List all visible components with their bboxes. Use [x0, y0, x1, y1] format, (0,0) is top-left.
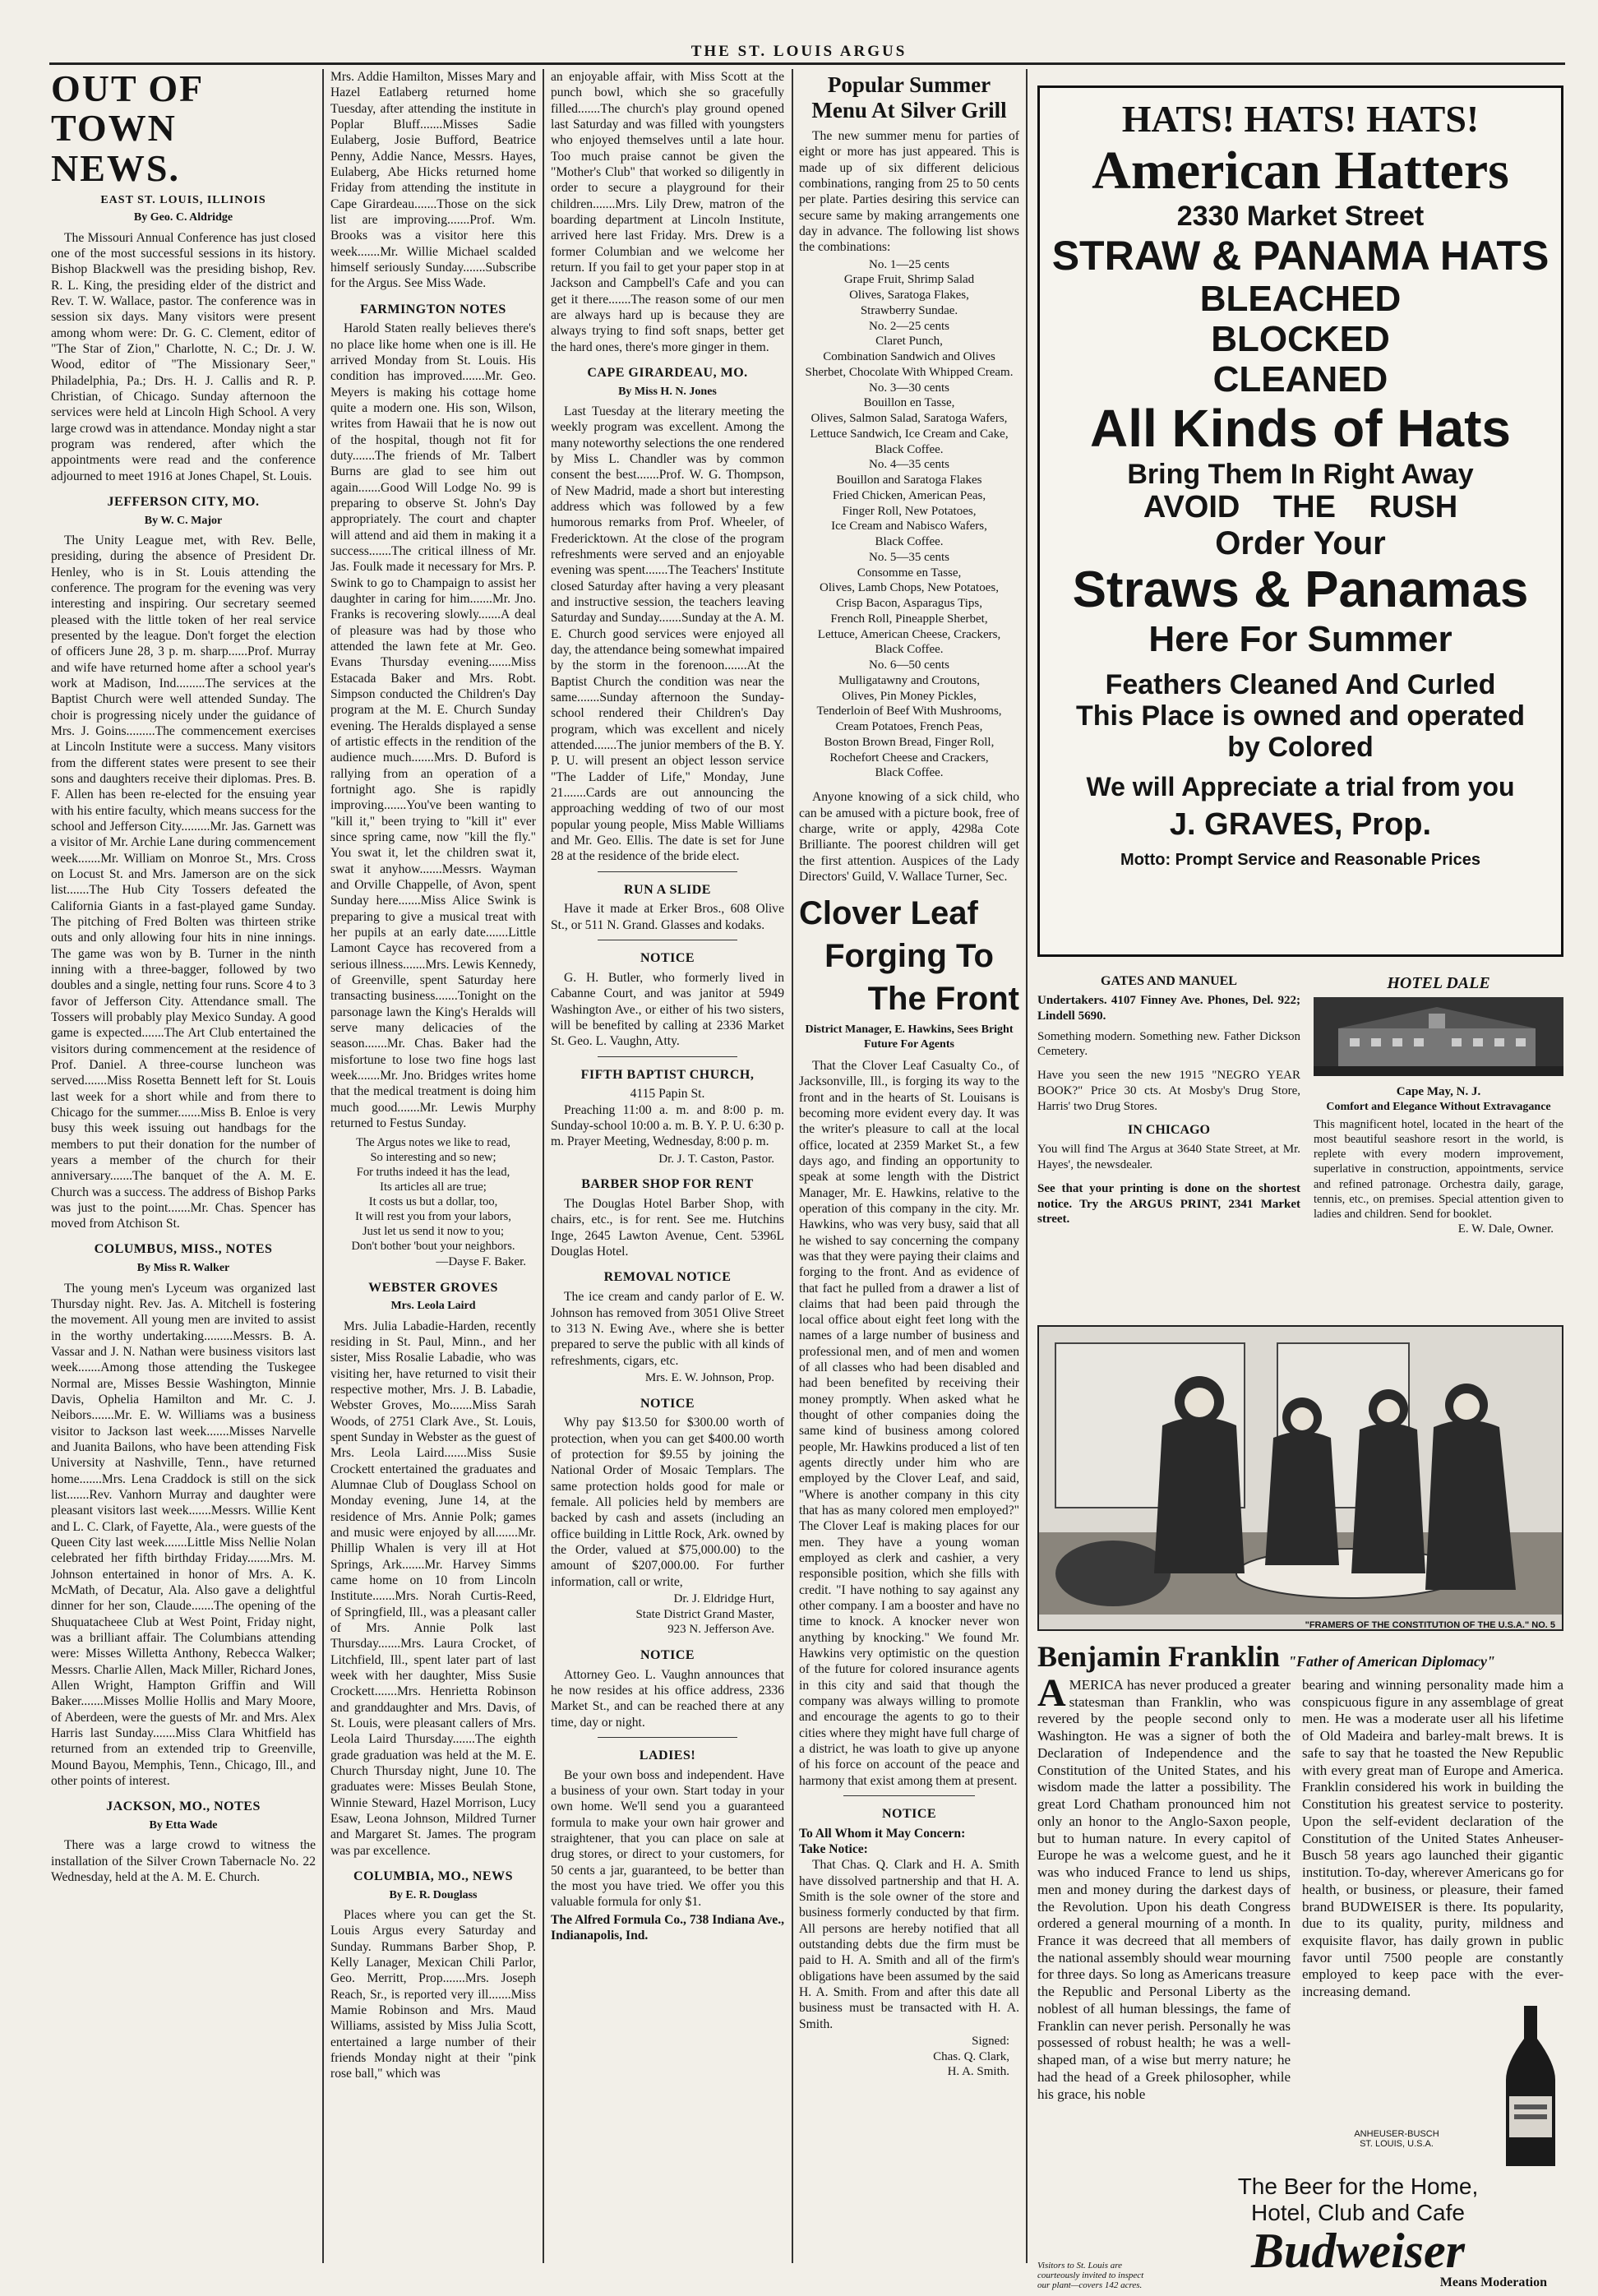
gates-manuel-text: Undertakers. 4107 Finney Ave. Phones, Del. 922; Lindell 5690. [1037, 994, 1300, 1023]
chicago-text: You will find The Argus at 3640 State Street, at Mr. Hayes', the newsdealer. [1037, 1143, 1300, 1171]
poem-line: The Argus notes we like to read, [356, 1136, 510, 1150]
menu-line: No. 4—35 cents [869, 458, 949, 472]
removal-notice-heading: REMOVAL NOTICE [603, 1270, 732, 1285]
menu-line: Black Coffee. [875, 535, 944, 549]
webster-groves-text: Mrs. Julia Labadie-Harden, recently residing in St. Paul, Minn., and her sister, Miss Rosalie Labadie, who was visiting her, have returned to visit their respective mother, Mrs. J. B. Labadie, Webster Groves, Mo.......Miss Sarah Woods, of 2751 Clark Ave., St. Louis, spent Sunday in Webster as the guest of Mrs. Leola Laird.......Miss Susie Crockett entertained the graduates and Alumnae Club of Douglass School on Monday evening, June 14, at the residence of Mrs. Annie Polk; games and music were enjoyed by all.......Mr. Phillip Whalen is very ill at Hot Springs, Ark.......Mr. Harvey Simms came home on 10 from Lincoln Institute.......Mrs. Norah Curtis-Reed, of Springfield, Ill., was a pleasant caller of Mrs. Annie Polk last Thursday.......Mrs. Laura Crocket, of Litchfield, Ill., spent later part of last week with her daughter, Miss Susie Crockett.......Mrs. Henrietta Robinson and granddaughter and Mrs. Davis, of St. Louis, were pleasant callers of Mrs. Leola Laird Thursday.......The eighth grade graduation was held at the M. E. Church Thursday night, June 10. The graduates were: Misses Beulah Stone, Winnie Steward, Hazel Morrison, Lucy Esaw, Leona Johnson, Mildred Turner and Margaret St. James. The program was par excellence. [330, 1319, 536, 1858]
menu-line: Consomme en Tasse, [857, 566, 962, 580]
ladies-text: Be your own boss and independent. Have a business of your own. Start today in your own home. We'll send you a guaranteed formula to make your own hair grower and straightener, that you can place on sale at drug stores, or direct to your customers, for 50 cents a jar, guaranteed, to be better than the most you have tried. We offer you this valuable formula for only $1. [551, 1767, 784, 1910]
hotel-location: Cape May, N. J. [1396, 1084, 1481, 1098]
silver-grill-text: The new summer menu for parties of eight or more has just appeared. This is made up of six different delicious combinations, ranging from 25 to 50 cents per plate. Parties desiring this service can secure same by making arrangements one day in advance. The following list shows the combinations: [799, 129, 1019, 255]
menu-line: Black Coffee. [875, 766, 944, 780]
visitors-text: Visitors to St. Louis are courteously invited to inspect our plant—covers 142 acres. [1037, 2260, 1144, 2290]
franklin-text: bearing and winning personality made him a conspicuous figure in any assemblage of great men. He was a moderate user all his lifetime of Old Madeira and barley-malt brews. It is safe to say that he toasted the New Republic with every great man of Europe and America. Franklin considered his work in building the Constitution his greatest service to posterity. Upon the self-evident declaration of the Constitution of the United States Anheuser-Busch 58 years ago launched their gigantic institution. To-day, wherever Americans go for health, or business, or pleasure, their famed brand BUDWEISER is there. Its popularity, due to its quality, purity, mildness and exquisite flavor, has daily grown in public favor until 7500 people are constantly employed to keep pace with the ever-increasing demand. [1302, 1677, 1563, 2000]
notice-take: Take Notice: [799, 1842, 868, 1857]
column-rule [322, 69, 324, 2263]
menu-line: No. 2—25 cents [869, 319, 949, 333]
hotel-tagline: Comfort and Elegance Without Extravagance [1326, 1100, 1551, 1113]
notice-text: G. H. Butler, who formerly lived in Cabanne Court, and was janitor at 5949 Washington Ave., or either of his two sisters, will be benefited by calling at 2336 Market St. Geo. L. Vaughn, Atty. [551, 970, 784, 1049]
menu-line: French Roll, Pineapple Sherbet, [830, 612, 988, 626]
ad-line: J. GRAVES, Prop. [1169, 807, 1432, 843]
hotel-illustration [1314, 997, 1563, 1076]
silver-grill-heading: Popular Summer Menu At Silver Grill [811, 72, 1007, 123]
notice-heading: NOTICE [881, 1807, 937, 1821]
gates-manuel-heading: GATES AND MANUEL [1101, 974, 1237, 988]
poem-line: Its articles all are true; [380, 1180, 487, 1194]
hotel-owner: E. W. Dale, Owner. [1457, 1222, 1554, 1236]
year-book-text: Have you seen the new 1915 "NEGRO YEAR BOOK?" Price 30 cts. At Mosby's Drug Store, Harris' two Drug Stores. [1037, 1069, 1300, 1113]
removal-signature: Mrs. E. W. Johnson, Prop. [644, 1370, 774, 1384]
framers-illustration [1039, 1327, 1562, 1615]
menu-line: Black Coffee. [875, 643, 944, 657]
menu-line: Crisp Bacon, Asparagus Tips, [836, 597, 982, 611]
column-rule [1026, 69, 1028, 2263]
column-3 [551, 69, 784, 2264]
ad-line: All Kinds of Hats [1089, 399, 1512, 459]
menu-line: Boston Brown Bread, Finger Roll, [824, 735, 995, 749]
menu-line: No. 1—25 cents [869, 257, 949, 271]
clover-leaf-heading-3: The Front [867, 981, 1019, 1018]
notice-text: Why pay $13.50 for $300.00 worth of protection, when you can get $400.00 worth of protection for $9.55 by joining the National Order of Mosaic Templars. The same protection holds good for male or female. All policies held by members are backed by cash and assets (including an office building in Little Rock, Ark. owned by the Order, valued at $75,000.00) to the amount of $207,000.00. For further information, call or write, [551, 1416, 784, 1589]
notice-text: Attorney Geo. L. Vaughn announces that he now resides at his office address, 2336 Market St., and can be reached there at any time, day or night. [551, 1667, 784, 1730]
notice-signature: State District Grand Master, [635, 1607, 774, 1621]
menu-line: Olives, Saratoga Flakes, [849, 289, 969, 303]
menu-line: Olives, Pin Money Pickles, [842, 689, 977, 703]
notice-addressee: To All Whom it May Concern: [799, 1826, 966, 1841]
clover-leaf-deck: District Manager, E. Hawkins, Sees Bright Future For Agents [805, 1023, 1014, 1051]
notice-signed: Signed: [972, 2035, 1009, 2049]
slide-text: Have it made at Erker Bros., 608 Olive St., or 511 N. Grand. Glasses and kodaks. [551, 902, 784, 932]
separator [843, 1795, 976, 1796]
franklin-body [1037, 1671, 1563, 2170]
notice-signature: 923 N. Jefferson Ave. [667, 1623, 774, 1637]
franklin-text-left [1037, 1671, 1291, 2170]
hotel-dale-heading: HOTEL DALE [1387, 974, 1490, 992]
menu-line: Olives, Salmon Salad, Saratoga Wafers, Lettuce Sandwich, Ice Cream and Cake, Black Coffee. [810, 412, 1009, 456]
menu-line: Fried Chicken, American Peas, [832, 488, 986, 502]
farmington-heading: FARMINGTON NOTES [360, 302, 506, 316]
beer-tagline: The Beer for the Home, [1237, 2173, 1479, 2199]
argus-print-text: See that your printing is done on the shortest notice. Try the ARGUS PRINT, 2341 Market street. [1037, 1181, 1300, 1227]
menu-line: Cream Potatoes, French Peas, [835, 720, 983, 734]
menu-list [799, 257, 1019, 782]
notice-heading: NOTICE [640, 1396, 695, 1411]
beer-tagline: Hotel, Club and Cafe [1251, 2199, 1465, 2225]
hotel-text: This magnificent hotel, located in the heart of the most beautiful seashore resort in the world, is replete with every modern improvement, superlative in construction, appointments, service and refined patronage. Orchestra daily, garage, tennis, etc., on premises. Special attention given to ladies and children. Send for booklet. [1314, 1118, 1563, 1221]
poem-line: For truths indeed it has the lead, [356, 1166, 510, 1180]
ad-line: HATS! HATS! HATS! [1121, 98, 1480, 140]
barber-shop-heading: BARBER SHOP FOR RENT [581, 1177, 754, 1192]
east-st-louis-heading: EAST ST. LOUIS, ILLINOIS [100, 193, 266, 206]
menu-line: Sherbet, Chocolate With Whipped Cream. [805, 365, 1014, 379]
menu-line: Bouillon en Tasse, [863, 396, 955, 410]
menu-line: No. 5—35 cents [869, 550, 949, 564]
column-2 [330, 69, 536, 2264]
column-rule [543, 69, 544, 2263]
maker-block [1302, 2006, 1491, 2170]
byline: By Etta Wade [149, 1819, 218, 1832]
top-rule [49, 62, 1565, 65]
slide-heading: RUN A SLIDE [624, 882, 711, 897]
american-hatters-ad [1037, 85, 1563, 957]
bottle-block [1302, 2006, 1563, 2170]
menu-line: Strawberry Sundae. [860, 303, 958, 317]
gates-manuel-column [1037, 968, 1300, 1314]
maker-city: ST. LOUIS, U.S.A. [1360, 2138, 1434, 2149]
ad-line: This Place is owned and operated [1075, 700, 1526, 732]
webster-groves-heading: WEBSTER GROVES [368, 1280, 498, 1295]
hotel-dale-ad [1314, 968, 1563, 1314]
ladies-heading: LADIES! [639, 1748, 696, 1762]
cape-girardeau-text: Last Tuesday at the literary meeting the weekly program was excellent. Among the many noteworthy selections the one rendered by Miss L. Chandler was by common consent the best.......Prof. W. G. Thompson, of New Madrid, made a short but interesting address which was followed by a few humorous remarks from Prof. Wheeler, of Fredericktown. At the close of the program refreshments were served and an enjoyable evening was spent.......The Teachers' Institute closed Saturday after having a very pleasant and instructive session, the teachers leaving Saturday and Sunday.......Sunday at the A. M. E. Church good services were enjoyed all day, the attendance being somewhat impaired by the storm in the forenoon.......At the Baptist Church the condition was near the same.......Sunday afternoon the Sunday-school rendered their Children's Day program, which was excellent and nicely attended.......The junior members of the B. Y. P. U. will present an object lesson service "The Ladder of Life," Monday, June 21.......Cards are out announcing the approaching wedding of two of our most popular young people, Miss Mable Williams and Mr. Geo. Ellis. The date is set for June 28 at the residence of the bride elect. [551, 404, 784, 864]
illustration-caption: "FRAMERS OF THE CONSTITUTION OF THE U.S.A." NO. 5 [1305, 1620, 1555, 1630]
masthead: OUT OF TOWN NEWS. [51, 67, 203, 189]
ad-line: BLEACHED [1199, 278, 1402, 319]
notice-text: That Chas. Q. Clark and H. A. Smith have dissolved partnership and that H. A. Smith is the sole owner of the store and business formerly conducted by that firm. All persons are hereby notified that all outstanding debts due the firm must be paid to H. A. Smith and all of the firm's obligations have been assumed by the said H. A. Smith. From and after this date all business must be transacted with H. A. Smith. [799, 1858, 1019, 2031]
gates-manuel-text: Something modern. Something new. Father Dickson Cemetery. [1037, 1029, 1300, 1059]
ad-line: American Hatters [1092, 140, 1509, 201]
notice-heading: NOTICE [640, 951, 695, 966]
notice-signature: Dr. J. Eldridge Hurt, [673, 1591, 774, 1605]
jefferson-city-heading: JEFFERSON CITY, MO. [107, 494, 260, 509]
brand-motto: Means Moderation [1439, 2275, 1547, 2289]
jackson-text: There was a large crowd to witness the installation of the Silver Crown Tabernacle No. 22 Wednesday, held at the A. M. E. Church. [51, 1838, 316, 1885]
menu-line: No. 6—50 cents [869, 658, 949, 672]
baptist-church-heading: FIFTH BAPTIST CHURCH, [580, 1067, 755, 1082]
menu-line: Grape Fruit, Shrimp Salad [843, 273, 975, 287]
byline: By W. C. Major [144, 514, 223, 527]
budweiser-footer [1037, 2174, 1563, 2290]
beer-bottle-icon [1498, 2006, 1563, 2170]
byline: By Geo. C. Aldridge [133, 211, 233, 224]
franklin-text-right [1302, 1677, 1563, 2170]
budweiser-logo: Budweiser [1250, 2223, 1466, 2278]
church-text: Preaching 11:00 a. m. and 8:00 p. m. Sunday-school 10:00 a. m. B. Y. P. U. 6:30 p. m. Prayer Meeting, Wednesday, 8:00 p. m. [551, 1102, 784, 1149]
ad-line: Feathers Cleaned And Curled [1105, 669, 1496, 701]
ad-line: Bring Them In Right Away [1127, 458, 1474, 490]
ad-line: Here For Summer [1148, 618, 1453, 659]
menu-line: Combination Sandwich and Olives [823, 350, 995, 364]
franklin-subtitle: "Father of American Diplomacy" [1288, 1653, 1495, 1670]
menu-line: Ice Cream and Nabisco Wafers, [831, 520, 987, 534]
menu-line: Olives, Lamb Chops, New Potatoes, [820, 581, 999, 595]
poem-line: Don't bother 'bout your neighbors. [351, 1239, 515, 1253]
clover-leaf-heading-2: Forging To [824, 938, 994, 975]
removal-notice-text: The ice cream and candy parlor of E. W. Johnson has removed from 3051 Olive Street to 313 N. Ewing Ave., where she is better prepared to serve the public with all kinds of refreshments, cigars, etc. [551, 1290, 784, 1368]
barber-shop-text: The Douglas Hotel Barber Shop, with chairs, etc., is for rent. See me. Hutchins Inge, 2645 Lawton Avenue, Cent. 5396L Douglas Hotel. [551, 1197, 784, 1259]
column-1 [51, 69, 316, 2264]
poem-signature: —Dayse F. Baker. [436, 1254, 526, 1268]
ad-line: BLOCKED [1211, 318, 1390, 359]
columbia-continued: an enjoyable affair, with Miss Scott at the punch bowl, which she so gracefully filled.......The church's play ground opened last Saturday and was filled with youngsters who enjoyed themselves until a late hour. Too much praise cannot be given the "Mother's Club" that worked so diligently in order to secure a playground for their children.......Mrs. Lily Drew, matron of the boarding department at Lincoln Institute, arrived here last Friday. Mrs. Drew is a former Columbian and we welcome her return. If you fail to get your paper stop in at Jackson and Campbell's Cafe and you can get it there.......The reason some of our men are always hard up is because they are always trying to find soft snaps, better get the hard ones, there's more ginger in them. [551, 70, 784, 354]
separator [598, 1737, 737, 1738]
clover-leaf-text: That the Clover Leaf Casualty Co., of Jacksonville, Ill., is forging its way to the front and in the hearts of St. Louisans is becoming more evident every day. It was the writer's pleasure to call at the local office, located at 2359 Market St., a few days ago, and finding an opportunity to speak at some length with the District Manager, Mr. E. Hawkins, relative to the operation of this company in the city. Mr. Hawkins, who was very busy, said that all he wished to say concerning the company was that they were paying their claims and forging to the front. And as evidence of that fact he pulled from a drawer a list of claims that had been paid through the local office about eight feet long with the names of a large number of business and professional men, and of men and women of all classes who had been disabled and had been benefited by receiving their money promptly. When asked what he thought of other companies doing the same kind of business among colored people, Mr. Hawkins produced a list of ten agents directly under him who are employed by the Clover Leaf, and said, "Where is another company in this city that has as many colored men employed?" The Clover Leaf is making places for our men. They have a young woman employed as clerk and cashier, a very responsible position, which she fills with credit. "I have nothing to say against any other company. I am a booster and have no time to knock. A knocker never won anything by knocking." We found Mr. Hawkins very optimistic on the question of the future for colored insurance agents in this city and said that though the company was always willing to promote and encourage the agents to go to their cities where they might have full charge of a district, he was loath to give up anyone of his force on account of the peace and harmony that exist among them at present. [799, 1058, 1019, 1788]
ladies-signature: The Alfred Formula Co., 738 Indiana Ave., Indianapolis, Ind. [551, 1912, 784, 1943]
brand-block [1152, 2174, 1563, 2290]
farmington-text: Harold Staten really believes there's no place like home when one is ill. He arrived Monday from St. Louis. His condition has improved.......Mr. Geo. Meyers is making his cottage home quite a modern one. His son, Wilson, writes from Hawaii that he is now out of the hospital, though not fit for duty.......The friends of Mr. Talbert Burns are glad to see him out again.......Good Will Lodge No. 99 is preparing to observe St. John's Day appropriately. The court and chapter will attend and aid them in making it a success.......The critical illness of Mr. Jas. Foulk made it necessary for Mrs. P. Swink to go to Champaign to assist her daughter in caring for him.......Mr. Jno. Franks is recovering slowly.......A deal of pleasure was had by those who attended the lawn fete at Mr. Geo. Evans Thursday evening.......Miss Estacada Baker and Mrs. Robt. Simpson conducted the Children's Day program at the M. E. Church Sunday evening. The Heralds displayed a sense of artistic effects in the rendition of the audience much.......Mrs. D. Buford is rallying from an operation of a fortnight ago. She is rapidly improving.......You've been wanting to "kill it," been trying to "kill it" ever since spring came, now "kill the fly." You swat it, let the children swat it, swat it anyhow.......Messrs. Wayman and Orville Chappelle, of Avon, spent Sunday here.......Miss Alice Swink is preparing to give a musical treat with her pupils at an early date.......Little Lamont Cayce has recovered from a serious illness.......Mrs. Lewis Kennedy, of Greenville, spent Saturday here transacting business.......Tonight on the parsonage lawn the King's Heralds will serve many delicacies of the season.......Mr. Chas. Baker had the misfortune to lose two fine hogs last week.......Mr. Jno. Bridges writes home that the medical treatment is doing him much good.......Mr. Lewis Murphy returned to Festus Sunday. [330, 321, 536, 1130]
ad-line: We will Appreciate a trial from you [1086, 772, 1515, 802]
menu-line: Finger Roll, New Potatoes, [842, 504, 977, 518]
budweiser-ad [1037, 1639, 1563, 2290]
cape-girardeau-heading: CAPE GIRARDEAU, MO. [587, 365, 748, 380]
notice-heading: NOTICE [640, 1647, 695, 1662]
ad-line: Motto: Prompt Service and Reasonable Prices [1120, 850, 1480, 869]
column-4 [799, 69, 1019, 2264]
maker-name: ANHEUSER-BUSCH [1354, 2128, 1439, 2139]
franklin-illustration [1037, 1325, 1563, 1631]
menu-line: Rochefort Cheese and Crackers, [829, 751, 989, 765]
ad-line: by Colored [1227, 732, 1374, 764]
ad-line: CLEANED [1212, 359, 1388, 400]
notice-signature: H. A. Smith. [947, 2065, 1009, 2079]
franklin-header [1037, 1639, 1563, 1674]
columbus-heading: COLUMBUS, MISS., NOTES [94, 1242, 273, 1257]
ad-line: Order Your [1215, 524, 1386, 561]
menu-line: Mulligatawny and Croutons, [838, 673, 981, 687]
franklin-title: Benjamin Franklin [1037, 1640, 1281, 1673]
menu-line: Lettuce, American Cheese, Crackers, [817, 627, 1001, 641]
separator [598, 1056, 737, 1057]
columbia-text: Places where you can get the St. Louis Argus every Saturday and Sunday. Rummans Barber Shop, P. Kelly Lanager, Mexican Chili Parlor, Geo. Merritt, Prop.......Mrs. Joseph Reach, Sr., is reported very ill.......Miss Mamie Robinson and Mrs. Maud Williams, assisted by Miss Julia Scott, entertained a large number of their friends Monday night at their "pink rose ball," which was [330, 1908, 536, 2081]
byline: By Miss R. Walker [136, 1262, 230, 1275]
sick-child-text: Anyone knowing of a sick child, who can be amused with a picture book, free of charge, write or apply, 4298a Cote Brilliante. The poorest children will get the first attention. Auspices of the Lady Directors' Guild, V. Wallace Turner, Sec. [799, 790, 1019, 884]
poem [330, 1136, 536, 1269]
byline: Mrs. Leola Laird [390, 1300, 476, 1313]
clover-leaf-heading-1: Clover Leaf [799, 895, 978, 932]
poem-line: Just let us send it now to you; [363, 1224, 504, 1238]
poem-line: It will rest you from your labors, [355, 1210, 511, 1223]
east-st-louis-text: The Missouri Annual Conference has just closed one of the most successful sessions in its history. Bishop Blackwell was the presiding bishop, Rev. R. L. King, the presiding elder of the district and Rev. T. W. Wallace, pastor. The conference was in session six days. Many visitors were present among whom were: Dr. G. C. Clement, editor of "The Star of Zion," Charlotte, N. C.; Dr. J. W. Wood, editor of "The Missionary Seer," Philadelphia, Pa.; Drs. H. J. Callis and R. P. Christian, of Chicago. Sunday afternoon the services were held at Lincoln High School. A very large crowd was in attendance. Monday night a star program was rendered, after which the appointments were read and the conference adjourned to meet 1916 at Jones Chapel, St. Louis. [51, 230, 316, 483]
menu-line: Tenderloin of Beef With Mushrooms, [816, 705, 1002, 718]
byline: By Miss H. N. Jones [618, 385, 717, 398]
column-rule [792, 69, 793, 2263]
ad-line: Straws & Panamas [1072, 561, 1529, 619]
jackson-heading: JACKSON, MO., NOTES [106, 1799, 261, 1814]
menu-line: Bouillon and Saratoga Flakes [836, 474, 982, 487]
notice-signature: Chas. Q. Clark, [933, 2049, 1009, 2063]
franklin-text: MERICA has never produced a greater statesman than Franklin, who was revered by the people second only to Washington. He was a signer of both the Declaration of Independence and the Constitution of the United States, and his wisdom made the latter a possibility. The great Lord Chatham pronounced him not only an honor to the Anglo-Saxon people, but to human nature. In every capitol of Europe he was a welcome guest, and he it was who induced France to lend us ships, men and money during the darkest days of the Revolution. Upon his death Congress ordered a general mourning of a month. In France it was decreed that all members of the national assembly should wear mourning for three days. So long as Americans treasure the Republic and Personal Liberty as the noblest of all human blessings, the fame of Franklin can never perish. Personally he was possessed of robust health; he was a well-shaped man, of a wise but merry nature; he had the head of a Greek philosopher, while his grace, his noble [1037, 1677, 1291, 2102]
columbia-heading: COLUMBIA, MO., NEWS [353, 1869, 513, 1883]
byline: By E. R. Douglass [389, 1888, 478, 1901]
ad-line: 2330 Market Street [1176, 201, 1425, 233]
columbus-text: The young men's Lyceum was organized last Thursday night. Rev. Jas. A. Mitchell is fostering the movement. All young men are invited to assist in the worthy undertaking.........Messrs. B. A. Vassar and J. N. Nathan were business visitors last week.......Among those attending the Tuskegee Normal are, Misses Bessie Washington, Minnie Davis, Ophelia Hamilton and Mr. C. J. Neibors.......Mr. E. W. Williams was a business visitor to Jackson last week.......Misses Narvelle and Juanita Bailons, who have been attending Fisk University at Nashville, Tenn., have returned home.......Mrs. Lena Craddock is still on the sick list.......Rev. Vanhorn Murray and daughter were pleasant visitors last week.......Messrs. Willie Kent and L. C. Clark, of Fayette, Ala., were guests of the Queen City last week.......Little Miss Nellie Nolan celebrated her fifth birthday Friday.......Mrs. M. Johnson entertained in honor of Mrs. A. K. McMath, of Decatur, Ala. Also gave a delightful dinner for her son, Claude.......The opening of the Shuquatacheee Club at West Point, Friday night, was a brilliant affair. The Columbians attending were: Misses Willetta Anthony, Rebecca Walker; Messrs. Charlie Allen, Mack Miller, Richard Jones, Allen Wright, Hampton Griffin and Will Baker.......Misses Mollie Hollis and Mary Moore, of Aberdeen, were the guests of Mr. and Mrs. Alex Harris last Sunday.......Miss Clara Whitfield has returned from an extended trip to Greenville, Mound Bayou, Memphis, Tenn., Chicago, Ill., and other points of interest. [51, 1281, 316, 1788]
jackson-continued: Mrs. Addie Hamilton, Misses Mary and Hazel Eatlaberg returned home Tuesday, after attending the institute in Poplar Bluff.......Misses Sadie Eulaberg, Josie Bufford, Beatrice Penny, Addie Nance, Messrs. Hayes, Eulaberg, Abe Hicks returned home Friday from attending the institute in Cape Girardeau.......Those on the sick list are improving.......Prof. Wm. Brooks was a visitor here this week.......Mr. Willie Michael scalded himself seriously Sunday.......Subscribe for the Argus. See Miss Wade. [330, 70, 536, 291]
separator [598, 871, 737, 872]
menu-line: Claret Punch, [875, 335, 943, 349]
poem-line: It costs us but a dollar, too, [368, 1195, 498, 1209]
running-head: THE ST. LOUIS ARGUS [690, 43, 908, 60]
chicago-heading: IN CHICAGO [1127, 1123, 1210, 1138]
ad-line: AVOID THE RUSH [1143, 490, 1458, 525]
ad-line: STRAW & PANAMA HATS [1051, 232, 1550, 279]
drop-cap: A [1037, 1671, 1066, 1715]
church-signature: Dr. J. T. Caston, Pastor. [658, 1152, 774, 1166]
church-address: 4115 Papin St. [630, 1087, 705, 1102]
jefferson-city-text: The Unity League met, with Rev. Belle, presiding, during the absence of President Dr. Henley, who is in St. Louis attending the conference. The program for the evening was very interesting and inspiring. Our secretary seemed pleased with the little token of her real service presented by the league. Don't forget the election of officers June 28, 3 p. m. sharp......Prof. Murray and wife have returned home after a school year's work at Madison, Ind.........The services at the Baptist Church were well attended Sunday. The choir is progressing nicely under the guidance of Mrs. J. Goins.........The commencement exercises at Lincoln Institute were a success. Many visitors from the different states were present to see their sons and daughters receive their diplomas. Pres. B. F. Allen has been re-elected for the ensuing year with his entire faculty, which means success for the school and Jefferson City.........Mr. Jas. Garnett was a visitor of Mr. Archie Lane during commencement week.......Mr. William on Monroe St., Mrs. Cross on Locust St. and Mrs. Jamerson are on the sick list.......The Hub City Tossers defeated the California Giants in a fast-played game Sunday. The pitching of Fred Bolten was thirteen strike outs and only allowing four hits in nine innings. The game was won by B. Turner in the ninth inning with a three-bagger, followed by two doubles and a single, netting four runs. Score 4 to 3 favor of Jefferson City. Attendance small. The Tossers will probably play Mexico Sunday. A good game is expected.......The Art Club entertained the visitors during commencement at the residence of Prof. Daniel. A three-course luncheon was served.......Miss Rosetta Bennett left for St. Louis last week for a short while and from there to Chicago for the summer.......Miss B. Enloe is very busy this week issuing out handbags for the members to put their donation for the number of years a member of the church for their anniversary.......The banquet of the A. M. E. Church was a success. The address of Bishop Parks was just to the point.......Mr. Chas. Spencer has moved from Atchison St. [51, 534, 316, 1231]
poem-line: So interesting and so new; [370, 1151, 496, 1165]
menu-line: No. 3—30 cents [869, 381, 949, 395]
